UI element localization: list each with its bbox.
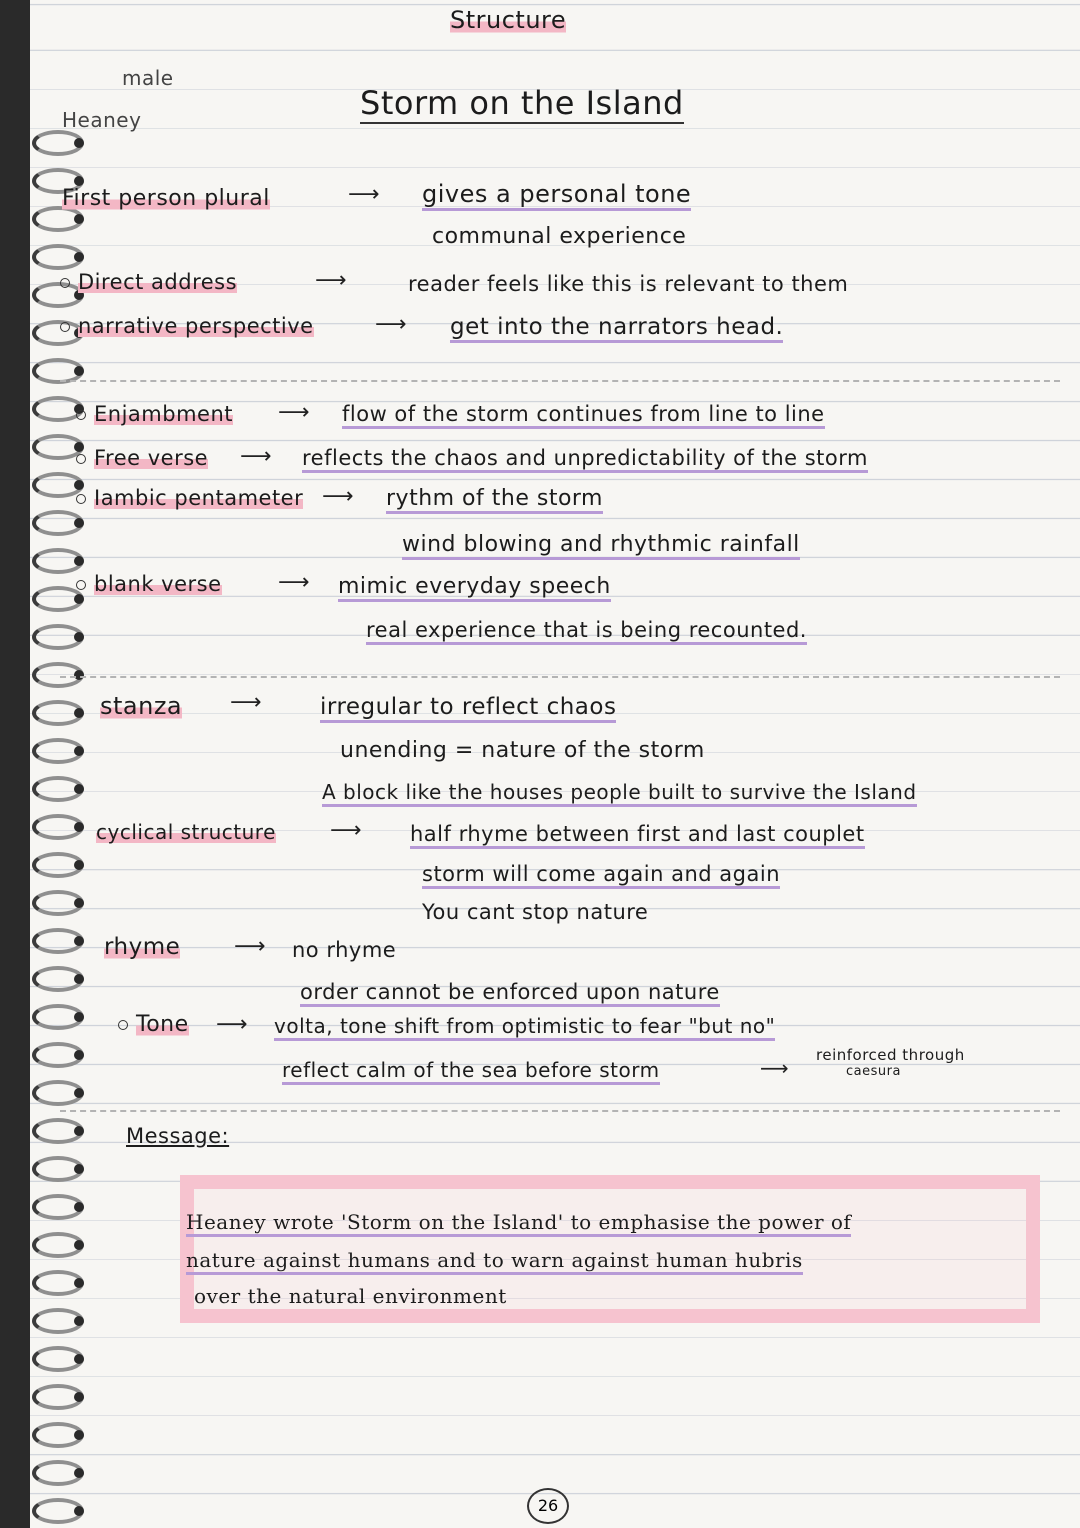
point-unending: unending = nature of the storm	[340, 738, 705, 763]
point-relevant: reader feels like this is relevant to them	[408, 272, 849, 296]
spiral-binding	[30, 0, 90, 1528]
message-line: nature against humans and to warn against human hubris	[186, 1248, 803, 1275]
point-storm-again: storm will come again and again	[422, 862, 780, 889]
divider	[60, 380, 1060, 382]
binding-hole	[74, 784, 84, 794]
point-rythm-of-storm: rythm of the storm	[386, 486, 603, 514]
point-cant-stop-nature: You cant stop nature	[422, 900, 649, 924]
point-personal-tone: gives a personal tone	[422, 180, 691, 211]
binding-hole	[74, 1240, 84, 1250]
bullet-icon	[76, 580, 86, 590]
message-line: Heaney wrote 'Storm on the Island' to emphasise the power of	[186, 1210, 851, 1237]
point-flow-of-storm: flow of the storm continues from line to line	[342, 402, 825, 429]
binding-hole	[74, 1126, 84, 1136]
point-wind-rainfall: wind blowing and rhythmic rainfall	[402, 532, 800, 560]
binding-hole	[74, 1050, 84, 1060]
binding-hole	[74, 1392, 84, 1402]
arrow-icon: ⟶	[216, 1012, 249, 1037]
point-irregular: irregular to reflect chaos	[320, 694, 616, 723]
term-cyclical-structure: cyclical structure	[96, 820, 276, 844]
term-iambic-pentameter: Iambic pentameter	[76, 486, 303, 510]
term-first-person-plural: First person plural	[62, 186, 270, 211]
bullet-icon	[60, 278, 70, 288]
binding-hole	[74, 366, 84, 376]
term-rhyme: rhyme	[104, 934, 181, 960]
arrow-icon: ⟶	[278, 400, 311, 425]
binding-hole	[74, 1088, 84, 1098]
arrow-icon: ⟶	[230, 690, 263, 715]
aside-reinforced: reinforced through	[816, 1046, 965, 1064]
binding-hole	[74, 252, 84, 262]
binding-hole	[74, 1012, 84, 1022]
point-communal-experience: communal experience	[432, 224, 687, 249]
point-real-experience: real experience that is being recounted.	[366, 618, 807, 645]
binding-hole	[74, 1468, 84, 1478]
binding-hole	[74, 1278, 84, 1288]
point-order-nature: order cannot be enforced upon nature	[300, 980, 720, 1007]
aside-caesura: caesura	[846, 1064, 901, 1079]
notebook-page	[30, 0, 1080, 1528]
arrow-icon: ⟶	[234, 934, 267, 959]
arrow-icon: ⟶	[240, 444, 273, 469]
divider	[60, 1110, 1060, 1112]
divider	[60, 676, 1060, 678]
term-narrative-perspective: narrative perspective	[60, 314, 314, 338]
term-enjambment: Enjambment	[76, 402, 233, 426]
binding-hole	[74, 1430, 84, 1440]
binding-hole	[74, 746, 84, 756]
binding-hole	[74, 860, 84, 870]
binding-hole	[74, 898, 84, 908]
page-number: 26	[527, 1488, 569, 1524]
binding-hole	[74, 138, 84, 148]
term-free-verse: Free verse	[76, 446, 208, 470]
term-direct-address: Direct address	[60, 270, 237, 294]
binding-hole	[74, 708, 84, 718]
message-line: over the natural environment	[194, 1284, 507, 1308]
arrow-icon: ⟶	[278, 570, 311, 595]
binding-hole	[74, 556, 84, 566]
bullet-icon	[118, 1020, 128, 1030]
point-chaos-unpredictability: reflects the chaos and unpredictability of the storm	[302, 446, 868, 473]
binding-hole	[74, 974, 84, 984]
binding-hole	[74, 1354, 84, 1364]
binding-hole	[74, 1506, 84, 1516]
point-block-like-houses: A block like the houses people built to survive the Island	[322, 780, 917, 807]
point-everyday-speech: mimic everyday speech	[338, 574, 611, 602]
side-note-heaney: Heaney	[62, 108, 142, 132]
bullet-icon	[76, 454, 86, 464]
page-title: Storm on the Island	[360, 84, 684, 122]
point-volta: volta, tone shift from optimistic to fear "but no"	[274, 1014, 775, 1041]
arrow-icon: ⟶	[375, 312, 408, 337]
point-calm-before-storm: reflect calm of the sea before storm	[282, 1058, 660, 1085]
binding-hole	[74, 176, 84, 186]
binding-hole	[74, 214, 84, 224]
header-label: Structure	[450, 6, 567, 34]
term-stanza: stanza	[100, 692, 183, 720]
bullet-icon	[60, 322, 70, 332]
term-blank-verse: blank verse	[76, 572, 222, 596]
message-label: Message:	[126, 1124, 230, 1148]
binding-hole	[74, 1202, 84, 1212]
bullet-icon	[76, 410, 86, 420]
point-half-rhyme: half rhyme between first and last couplet	[410, 822, 865, 849]
arrow-icon: ⟶	[348, 182, 381, 207]
binding-hole	[74, 632, 84, 642]
binding-hole	[74, 936, 84, 946]
arrow-icon: ⟶	[315, 268, 348, 293]
term-tone: Tone	[118, 1012, 189, 1037]
binding-hole	[74, 822, 84, 832]
binding-hole	[74, 1316, 84, 1326]
point-narrators-head: get into the narrators head.	[450, 314, 783, 343]
side-note-male: male	[122, 66, 174, 90]
binding-hole	[74, 518, 84, 528]
binding-hole	[74, 1164, 84, 1174]
bullet-icon	[76, 494, 86, 504]
arrow-icon: ⟶	[322, 484, 355, 509]
arrow-icon: ⟶	[760, 1056, 790, 1080]
point-no-rhyme: no rhyme	[292, 938, 397, 962]
arrow-icon: ⟶	[330, 818, 363, 843]
binding-hole	[74, 670, 84, 680]
